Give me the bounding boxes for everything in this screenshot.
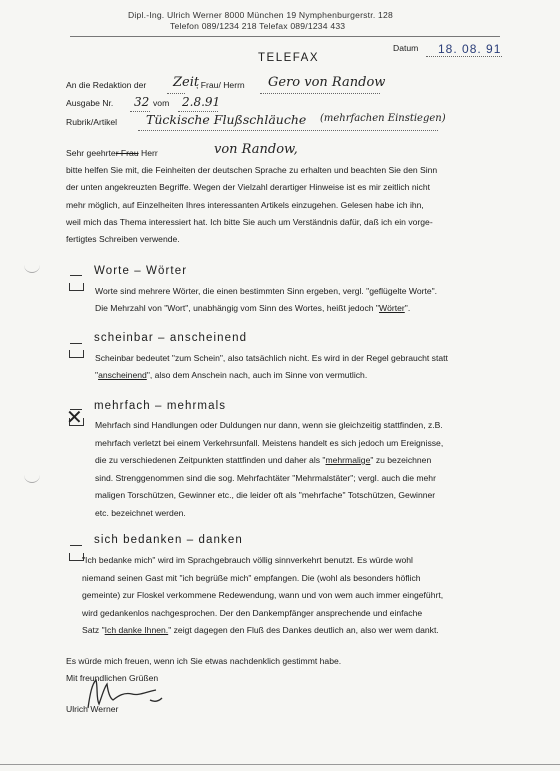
recipient-paper: Zeit <box>173 75 200 90</box>
section-line: sind. Strenggenommen sind die sog. Mehrfachtäter "Mehrmalstäter"; vergl. auch die mehr <box>95 472 436 483</box>
checkmark-x-icon: ✕ <box>66 405 83 429</box>
recipient-name: Gero von Randow <box>268 75 386 90</box>
issue-label: Ausgabe Nr. <box>66 98 114 108</box>
intro-line: der unten angekreuzten Begriffe. Wegen der Vielzahl derartiger Hinweise ist es mir zeitlich nicht <box>66 182 430 193</box>
section-line <box>82 622 443 640</box>
rubric-line <box>138 130 438 131</box>
greeting-name: von Randow, <box>214 142 298 157</box>
intro-line: mehr möglich, auf Einzelheiten Ihres interessanten Artikels einzugehen. Gelesen habe ich ihn, <box>66 199 424 210</box>
section-line: niemand seinen Gast mit "ich begrüße mich" empfangen. Die (wohl als besonders höflich <box>82 572 421 583</box>
checkbox-worte[interactable] <box>69 283 84 291</box>
greeting-suffix: Herr <box>138 148 158 158</box>
text-segment: " <box>95 370 99 380</box>
punch-hole-mark <box>24 262 40 273</box>
section-line: "Ich bedanke mich" wird im Sprachgebrauch völlig sinnverkehrt benutzt. Es würde wohl <box>82 555 413 565</box>
section-line: Mehrfach sind Handlungen oder Duldungen nur dann, wenn sie gleichzeitig stattfinden, z.B. <box>95 420 443 430</box>
section-line: Scheinbar bedeutet "zum Schein", also tatsächlich nicht. Es wird in der Regel gebraucht statt <box>95 353 448 363</box>
date-label: Datum <box>393 43 419 53</box>
underlined-term: Ich danke Ihnen. <box>104 625 169 636</box>
letterhead-line1: Dipl.-Ing. Ulrich Werner 8000 München 19 Nymphenburgerstr. 128 <box>128 10 393 20</box>
greeting-strike: r Frau <box>115 148 139 158</box>
intro-line: bitte helfen Sie mit, die Feinheiten der deutschen Sprache zu erhalten und beachten Sie den Sinn <box>66 165 438 175</box>
section-line: gemeinte) zur Floskel verkommene Redewendung, wann und von wem auch immer eingeführt, <box>82 590 444 601</box>
rubric-value: Tückische Flußschläuche <box>146 112 307 127</box>
closing-text: Es würde mich freuen, wenn ich Sie etwas nachdenklich gestimmt habe. <box>66 656 342 666</box>
rubric-label: Rubrik/Artikel <box>66 117 118 127</box>
recipient-prefix: An die Redaktion der <box>66 80 147 90</box>
section-line: maligen Torschützen, Gewinner etc., die leider oft als "mehrfache" Totschützen, Gewinner <box>95 490 436 500</box>
letterhead-line2: Telefon 089/1234 218 Telefax 089/1234 433 <box>170 21 346 31</box>
paper-line <box>167 93 185 94</box>
date-value: 18. 08. 91 <box>438 42 502 56</box>
section-line: wird gedankenlos nachgesprochen. Der den Dankempfänger ansprechende und einfache <box>82 607 423 618</box>
signature-name: Ulrich Werner <box>66 704 119 714</box>
checkbox-top <box>70 275 82 276</box>
section-line <box>95 300 437 317</box>
greeting <box>66 146 158 162</box>
text-segment: ". <box>404 302 411 313</box>
section-title-bedanken: sich bedanken – danken <box>94 534 243 546</box>
punch-hole-mark <box>24 472 40 483</box>
underlined-term: Wörter <box>378 302 405 313</box>
section-body-mehrfach <box>95 417 443 522</box>
intro-paragraph <box>66 162 437 248</box>
text-segment: Satz " <box>82 625 105 636</box>
text-segment: die zu verschiedenen Zeitpunkten stattfinden und daher als " <box>95 455 326 465</box>
header-rule <box>70 36 500 37</box>
issue-number: 32 <box>134 95 150 109</box>
text-segment: Die Mehrzahl von "Wort", unabhängig vom Sinn des Wortes, heißt jedoch " <box>95 302 379 313</box>
text-segment: ", also dem Anschein nach, auch im Sinne von vermutlich. <box>146 370 368 380</box>
checkbox-scheinbar[interactable] <box>69 350 84 358</box>
document-title: TELEFAX <box>258 52 319 64</box>
rubric-note: (mehrfachen Einstiegen) <box>320 113 446 124</box>
issue-date: 2.8.91 <box>182 95 221 109</box>
page-bottom-edge <box>0 764 560 765</box>
section-line <box>95 452 443 470</box>
text-segment: " zu bezeichnen <box>370 455 432 465</box>
recipient-salutation-label: , Frau/ Herrn <box>196 80 245 90</box>
checkbox-top <box>70 545 82 546</box>
section-body-worte <box>95 283 437 316</box>
text-segment: " zeigt dagegen den Fluß des Dankes deutlich an, also wer wem dankt. <box>168 625 439 636</box>
issue-vom-label: vom <box>153 98 170 108</box>
intro-line: weil mich das Thema interessiert hat. Ich bitte Sie auch um Verständnis dafür, daß ich ein vorge- <box>66 216 433 227</box>
section-line: mehrfach verletzt bei einem Verkehrsunfall. Meistens handelt es sich jedoch um Ereignisse, <box>95 437 444 448</box>
section-title-mehrfach: mehrfach – mehrmals <box>94 400 227 412</box>
section-body-scheinbar <box>95 350 448 384</box>
section-title-worte: Worte – Wörter <box>94 265 188 277</box>
name-line <box>260 93 380 94</box>
underlined-term: mehrmalige <box>325 455 371 465</box>
date-line <box>426 56 502 57</box>
section-line: Worte sind mehrere Wörter, die einen bestimmten Sinn ergeben, vergl. "geflügelte Worte". <box>95 286 438 296</box>
underlined-term: anscheinend <box>98 370 147 380</box>
section-title-scheinbar: scheinbar – anscheinend <box>94 332 248 344</box>
regards-text: Mit freundlichen Grüßen <box>66 673 159 683</box>
checkbox-top <box>70 343 82 344</box>
intro-line: fertigtes Schreiben verwende. <box>66 234 180 245</box>
section-line: etc. bezeichnet werden. <box>95 507 186 518</box>
section-body-bedanken <box>82 552 443 640</box>
section-line <box>95 367 448 384</box>
greeting-prefix: Sehr geehrte <box>66 148 116 158</box>
